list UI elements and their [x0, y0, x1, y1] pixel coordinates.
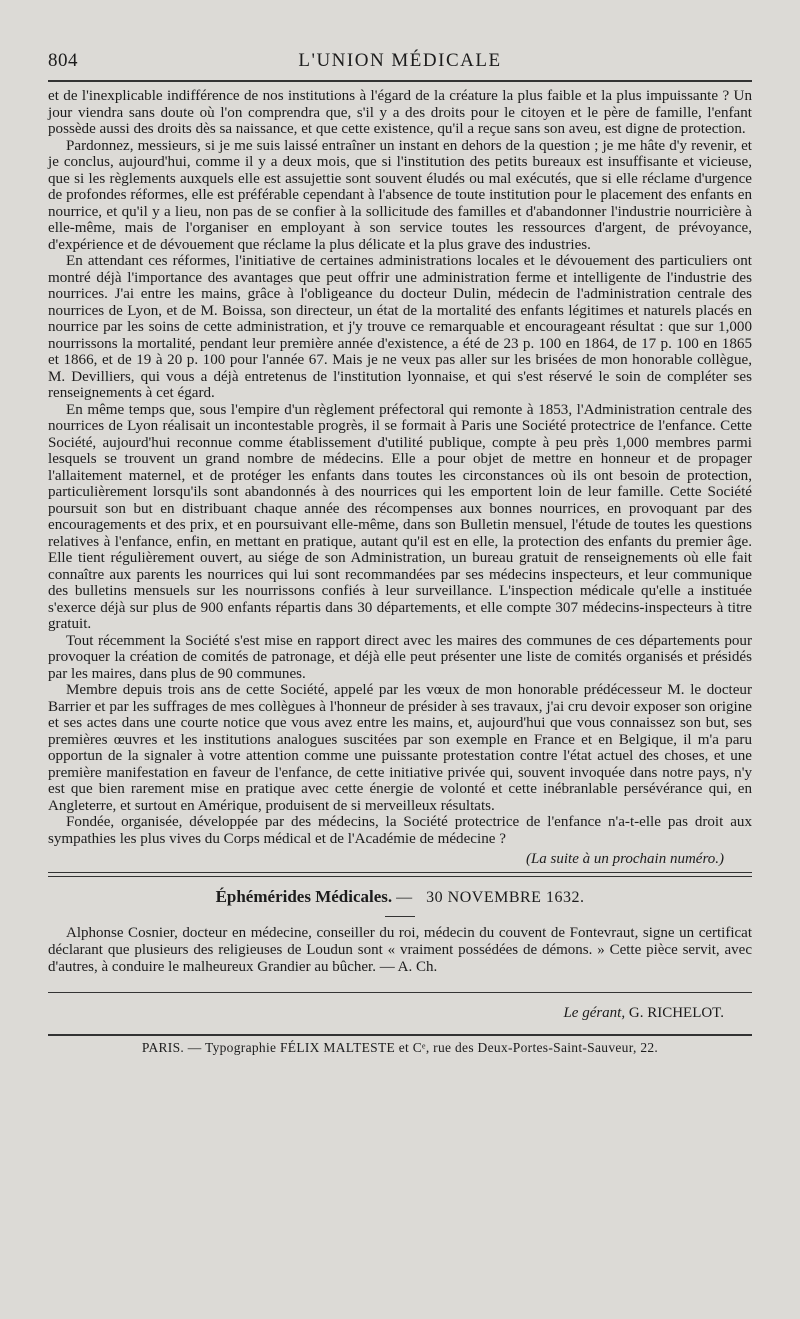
paragraph-5: Tout récemment la Société s'est mise en rapport direct avec les maires des communes de ces départements pour provoquer la création de comités de patronage, et déjà elle peut présenter une liste de comités organisés et présidés par les maires, dans plus de 90 communes.: [48, 632, 752, 682]
footer-rule: [48, 992, 752, 993]
printer-imprint: PARIS. — Typographie FÉLIX MALTESTE et Cᵉ, rue des Deux-Portes-Saint-Sauveur, 22.: [141, 1040, 659, 1055]
paragraph-7: Fondée, organisée, développée par des médecins, la Société protectrice de l'enfance n'a-t-elle pas droit aux sympathies les plus vives du Corps médical et de l'Académie de médecine ?: [48, 814, 752, 847]
section-divider: [48, 872, 752, 877]
paragraph-3: En attendant ces réformes, l'initiative de certaines administrations locales et le dévouement des particuliers ont montré déjà l'importance des avantages que peut offrir une administration ferme et intelligente de l'industrie des nourrices. J'ai entre les mains, grâce à l'obligeance du docteur Dulin, médecin de l'administration centrale des nourrices de Lyon, et de M. Boissa, son directeur, un état de la mortalité des enfants légitimes et naturels placés en nourrice par les soins de cette administration, et j'y trouve ce remarquable et encourageant résultat : que sur 1,000 nourrissons la mortalité, pendant leur première année d'existence, a été de 23 p. 100 en 1864, de 17 p. 100 en 1865 et 1866, et de 19 à 20 p. 100 pour l'année 67. Mais je ne veux pas aller sur les brisées de mon honorable collègue, M. Devilliers, qui vous a déjà entretenus de l'institution lyonnaise, et qui s'est réservé le soin de compléter ses renseignements à cet égard.: [48, 253, 752, 401]
header-rule: [48, 80, 752, 82]
manager-name: G. RICHELOT.: [628, 1005, 724, 1021]
continuation-note: (La suite à un prochain numéro.): [525, 851, 724, 867]
page-number: 804: [48, 50, 78, 71]
short-divider: [385, 916, 415, 917]
paragraph-2: Pardonnez, messieurs, si je me suis laissé entraîner un instant en dehors de la question ; je me hâte d'y revenir, et je conclus, aujourd'hui, comme il y a deux mois, que si l'institution des petits bureaux est insuffisante et vicieuse, que si les règlements auxquels elle est assujettie sont souvent éludés ou mal exécutés, que si elle réclame d'urgence de profondes réformes, elle est préférable cependant à l'absence de toute institution pour le placement des enfants en nourrice, et qu'il y a lieu, non pas de se confier à la sollicitude des familles et d'abandonner l'industrie nourricière à elle-même, mais de l'organiser en employant à son service toutes les ressources d'argent, de prévoyance, d'expérience et de dévouement que réclame la plus délicate et la plus grave des industries.: [48, 137, 752, 253]
ephemerides-heading: [48, 887, 752, 908]
paragraph-4: En même temps que, sous l'empire d'un règlement préfectoral qui remonte à 1853, l'Administration centrale des nourrices de Lyon réalisait un incontestable progrès, il se formait à Paris une Société protectrice de l'enfance. Cette Société, aujourd'hui reconnue comme établissement d'utilité publique, compte à peu près 1,000 membres parmi lesquels se trouvent un grand nombre de médecins. Elle a pour objet de mettre en honneur et de propager l'allaitement maternel, et de protéger les enfants dans toutes les circonstances où ils ont besoin de protection, particulièrement lorsqu'ils sont abandonnés à des nourrices qui les emportent loin de leur famille. Cette Société poursuit son but en distribuant chaque année des récompenses aux bonnes nourrices, en provoquant par des encouragements et des prix, et en poursuivant elle-même, dans son Bulletin mensuel, l'étude de toutes les questions relatives à l'enfance, enfin, en mettant en pratique, autant qu'il est en elle, la protection des enfants du premier âge. Elle tient régulièrement ouvert, au siége de son Administration, un bureau gratuit de renseignements où elle fait connaître aux parents les nourrices qui lui sont recommandées par ses médecins inspecteurs, et leur communique des bulletins mensuels sur les nourrissons confiés à leur surveillance. L'inspection médicale qu'elle a instituée s'exerce déjà sur plus de 900 enfants répartis dans 30 départements, et elle compte 307 médecins-inspecteurs à titre gratuit.: [48, 401, 752, 632]
paragraph-1: et de l'inexplicable indifférence de nos institutions à l'égard de la créature la plus faible et la plus impuissante ? Un jour viendra sans doute où l'on comprendra que, s'il y a des droits pour le citoyen et le père de famille, l'enfant possède aussi des droits dès sa naissance, et que cette existence, qu'il a reçue sans son aveu, est digne de protection.: [48, 88, 752, 137]
journal-title: L'UNION MÉDICALE: [298, 50, 502, 71]
paragraph-6: Membre depuis trois ans de cette Société, appelé par les vœux de mon honorable prédécesseur M. le docteur Barrier et par les suffrages de mes collègues à l'honneur de présider à ses travaux, j'ai cru devoir exposer son origine et ses actes dans une courte notice que vous avez entre les mains, et, aujourd'hui que vous connaissez son but, ses premières œuvres et les institutions analogues suscitées par son exemple en France et en Belgique, il m'a paru opportun de la signaler à votre attention comme une puissante protestation contre l'état actuel des choses, et une première manifestation en faveur de l'enfance, de cette initiative privée qui, souvent invoquée dans notre pays, n'y est que bien rarement mise en pratique avec cette énergie de volonté et cette inébranlable persévérance qui, en Angleterre, et surtout en Amérique, produisent de si merveilleux résultats.: [48, 682, 752, 814]
ephemerides-body: [48, 925, 752, 976]
running-head: [48, 50, 752, 74]
manager-signature: [48, 1005, 724, 1022]
imprint-rule: [48, 1034, 752, 1036]
manager-title: Le gérant,: [563, 1005, 626, 1021]
ephemerides-title: Éphémérides Médicales.: [215, 887, 393, 906]
article-body: [48, 88, 752, 847]
ephemerides-text: Alphonse Cosnier, docteur en médecine, conseiller du roi, médecin du couvent de Fontevraut, signe un certificat déclarant que plusieurs des religieuses de Loudun sont « vraiment possédées de démons. » Cette pièce servit, avec d'autres, à conduire le malheureux Grandier au bûcher. — A. Ch.: [48, 925, 752, 975]
ephemerides-date: 30 NOVEMBRE 1632.: [426, 889, 585, 906]
heading-dash: —: [396, 889, 413, 906]
